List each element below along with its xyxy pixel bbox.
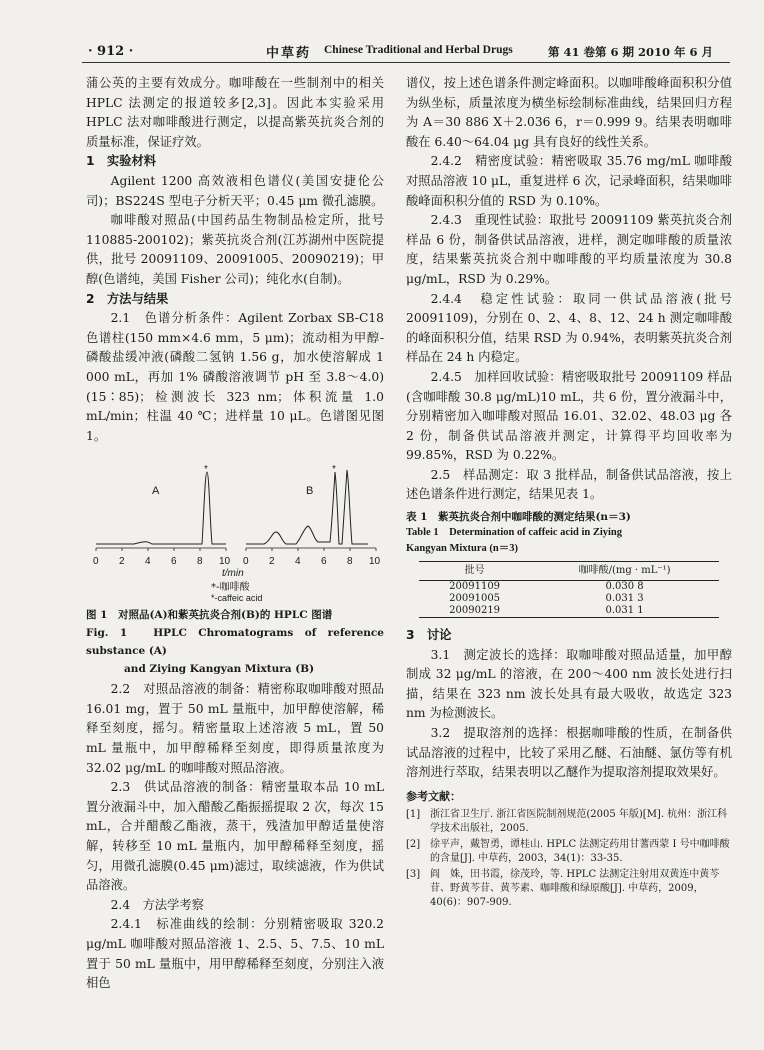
paragraph: 谱仪，按上述色谱条件测定峰面积。以咖啡酸峰面积积分值为纵坐标，质量浓度为横坐标绘制标准曲线，结果回归方程为 A＝30 886 X＋2.036 6，r＝0.999 9。结果表明咖啡酸在 6.40～64.04 μg 具有良好的线性关系。 [406, 76, 732, 149]
paragraph: 2.4.3 重现性试验：取批号 20091109 紫英抗炎合剂样品 6 份，制备供试品溶液，进样，测定咖啡酸的质量浓度，结果紫英抗炎合剂中咖啡酸的平均质量浓度为 30.8 μg/mL，RSD 为 0.29%。 [406, 213, 732, 286]
tick-label: 2 [119, 556, 125, 568]
section-heading: 1 实验材料 [86, 154, 157, 169]
reference-text: 阎 姝，田书霞，徐茂玲，等. HPLC 法测定注射用双黄连中黄芩苷、野黄芩苷、黄芩素、咖啡酸和绿原酸[J]. 中草药，2009，40(6)：907-909. [430, 869, 720, 909]
paragraph: 2.4 方法学考察 [110, 897, 204, 912]
peak-marker: * [204, 464, 208, 476]
paragraph: 2.1 色谱分析条件：Agilent Zorbax SB-C18 色谱柱(150 mm×4.6 mm，5 μm)；流动相为甲醇-磷酸盐缓冲液(磷酸二氢钠 1.56 g，加水使溶解成 1 000 mL，再加 1% 磷酸溶液调节 pH 至 3.8～4.0)(15∶85)；检测波长 323 nm；体积流量 1.0 mL/min；柱温 40 ℃；进样量 10 μL。色谱图见图 1。 [86, 311, 384, 443]
tick-label: 6 [321, 556, 327, 568]
table-row [419, 581, 719, 594]
left-column [86, 74, 384, 994]
tick-label: 0 [93, 556, 99, 568]
paragraph: 咖啡酸对照品(中国药品生物制品检定所，批号110885-200102)；紫英抗炎合剂(江苏湖州中医院提供，批号 20091109、20091005、20090219)；甲醇(色谱纯，美国 Fisher 公司)；纯化水(自制)。 [86, 213, 384, 286]
header-rule [82, 62, 730, 63]
tick-label: 4 [295, 556, 301, 568]
table-caption-en: Table 1 Determination of caffeic acid in Ziying [406, 527, 623, 539]
trace-a [96, 472, 226, 544]
value-cell: 0.030 8 [605, 581, 644, 593]
tick-label: 10 [369, 556, 381, 568]
peak-marker: * [332, 464, 336, 476]
figure-caption-en: Fig. 1 HPLC Chromatograms of reference substance (A) [86, 627, 384, 658]
references-heading: 参考文献： [406, 789, 461, 803]
table-caption-cn: 表 1 紫英抗炎合剂中咖啡酸的测定结果(n＝3) [406, 511, 631, 524]
x-axis-label: t/min [222, 568, 244, 580]
table-row [419, 593, 719, 605]
paragraph: 2.4.1 标准曲线的绘制：分别精密吸取 320.2 μg/mL 咖啡酸对照品溶液 1、2.5、5、7.5、10 mL 置于 50 mL 量瓶中，用甲醇稀释至刻度，分别注入液相色 [86, 917, 384, 991]
reference-number: [3] [406, 869, 421, 881]
journal-name-en: Chinese Traditional and Herbal Drugs [324, 44, 513, 56]
batch-cell: 20091005 [449, 593, 501, 605]
running-header [78, 40, 728, 62]
paragraph: 2.4.5 加样回收试验：精密吸取批号 20091109 样品(含咖啡酸 30.8 μg/mL)10 mL，共 6 份，置分液漏斗中，分别精密加入咖啡酸对照品 16.01、32.02、48.03 μg 各 2 份，制备供试品溶液并测定，计算得平均回收率为 99.85%，RSD 为 0.22%。 [406, 369, 732, 463]
tick-label: 2 [269, 556, 275, 568]
tick-label: 8 [197, 556, 203, 568]
table-caption-en-cont: Kangyan Mixtura (n＝3) [406, 543, 519, 555]
batch-cell: 20090219 [419, 605, 530, 618]
paragraph: 2.2 对照品溶液的制备：精密称取咖啡酸对照品 16.01 mg，置于 50 mL 量瓶中，加甲醇使溶解，稀释至刻度，摇匀。精密量取上述溶液 5 mL，置 50 mL 量瓶中，加甲醇稀释至刻度，即得质量浓度为 32.02 μg/mL 的咖啡酸对照品溶液。 [86, 682, 384, 775]
volume-issue: 第 41 卷第 6 期 2010 年 6 月 [548, 45, 714, 59]
reference-number: [2] [406, 839, 421, 851]
reference-item [406, 808, 732, 836]
figure-key-en: *-caffeic acid [211, 593, 263, 604]
results-table-block [406, 509, 732, 618]
section-heading: 3 讨论 [406, 628, 452, 643]
paragraph: 2.3 供试品溶液的制备：精密量取本品 10 mL 置分液漏斗中，加入醋酸乙酯振摇提取 2 次，每次 15 mL，合并醋酸乙酯液，蒸干，残渣加甲醇适量使溶解，转移至 10 mL 量瓶内，加甲醇稀释至刻度，摇匀，用微孔滤膜(0.45 μm)滤过，取续滤液，作为供试品溶液。 [86, 780, 384, 893]
figure-caption-en-cont: and Ziying Kangyan Mixtura (B) [124, 663, 315, 676]
column-header-caffeic-acid: 咖啡酸/(mg · mL⁻¹) [530, 562, 719, 581]
paragraph: 2.5 样品测定：取 3 批样品，制备供试品溶液，按上述色谱条件进行测定，结果见表 1。 [406, 467, 732, 502]
value-cell: 0.031 1 [530, 605, 719, 618]
section-heading: 2 方法与结果 [86, 291, 169, 306]
paragraph: Agilent 1200 高效液相色谱仪(美国安捷伦公司)；BS224S 型电子分析天平；0.45 μm 微孔滤膜。 [86, 173, 384, 208]
tick-label: 0 [243, 556, 249, 568]
paragraph: 2.4.4 稳定性试验：取同一供试品溶液(批号 20091109)，分别在 0、2、4、8、12、24 h 测定咖啡酸的峰面积积分值，结果 RSD 为 0.94%，表明紫英抗炎合剂样品在 24 h 内稳定。 [406, 291, 732, 365]
journal-name-cn: 中草药 [266, 46, 312, 61]
reference-text: 徐平声，戴智勇，谭桂山. HPLC 法测定药用甘蓍西蒙 I 号中咖啡酸的含量[J]. 中草药，2003，34(1)：33-35. [430, 839, 730, 865]
panel-label-b: B [306, 485, 314, 498]
tick-label: 6 [171, 556, 177, 568]
right-column [406, 74, 732, 910]
paragraph: 3.1 测定波长的选择：取咖啡酸对照品适量，加甲醇制成 32 μg/mL 的溶液，在 200～400 nm 波长处进行扫描，结果在 323 nm 波长处具有最大吸收，故选定 323 nm 为检测波长。 [406, 647, 732, 721]
figure-caption-cn: 图 1 对照品(A)和紫英抗炎合剂(B)的 HPLC 图谱 [86, 609, 333, 622]
figure-key-cn: *-咖啡酸 [211, 582, 250, 594]
tick-label: 10 [219, 556, 231, 568]
paragraph: 2.4.2 精密度试验：精密吸取 35.76 mg/mL 咖啡酸对照品溶液 10 μL，重复进样 6 次，记录峰面积，结果咖啡酸峰面积积分值的 RSD 为 0.10%。 [406, 154, 732, 208]
batch-cell: 20091109 [449, 581, 501, 593]
reference-item [406, 838, 732, 866]
page-number: · 912 · [88, 44, 134, 59]
table-row [419, 605, 719, 618]
tick-label: 8 [347, 556, 353, 568]
tick-label: 4 [145, 556, 151, 568]
reference-text: 浙江省卫生厅. 浙江省医院制剂规范(2005 年版)[M]. 杭州：浙江科学技术出版社，2005. [430, 809, 728, 835]
paragraph: 蒲公英的主要有效成分。咖啡酸在一些制剂中的相关 HPLC 法测定的报道较多[2,3]。因此本实验采用 HPLC 法对咖啡酸进行测定，以提高紫英抗炎合剂的质量标准，保证疗效。 [86, 76, 384, 149]
reference-number: [1] [406, 809, 421, 821]
reference-item [406, 868, 732, 910]
panel-label-a: A [152, 485, 160, 498]
results-table [419, 561, 719, 618]
chromatogram-figure [86, 452, 386, 604]
paragraph: 3.2 提取溶剂的选择：根据咖啡酸的性质，在制备供试品溶液的过程中，比较了采用乙醚、石油醚、氯仿等有机溶剂进行萃取，结果表明以乙醚作为提取溶剂提取效果好。 [406, 726, 732, 780]
value-cell: 0.031 3 [605, 593, 644, 605]
column-header-batch: 批号 [419, 562, 530, 581]
